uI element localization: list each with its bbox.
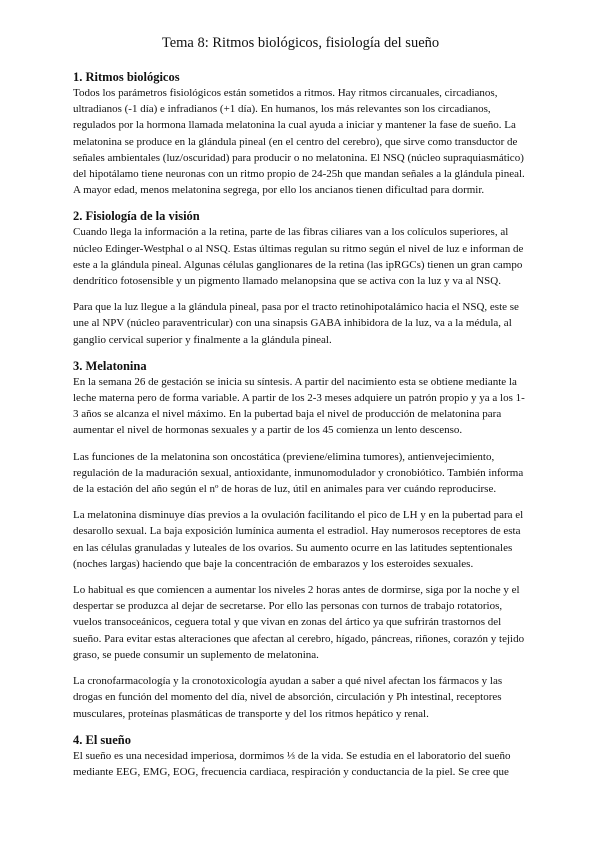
paragraph: Las funciones de la melatonina son oncostática (previene/elimina tumores), antienvejecimiento, regulación de la maduración sexual, antioxidante, inmunomodulador y cronobiótico. También informa de la estación del año según el nº de horas de luz, útil en animales para ver cuándo reproducirse. [73, 450, 524, 496]
section-heading: 4. El sueño [73, 732, 132, 747]
paragraph: En la semana 26 de gestación se inicia su síntesis. A partir del nacimiento esta se obtiene mediante la leche materna pero de forma variable. A partir de los 2-3 meses adquiere un patrón propio y ya a los 1-3 años se alcanza el nivel máximo. En la pubertad baja el nivel de producción de melatonina para aumentar el nivel de hormonas sexuales y a partir de los 45 comienza un lento descenso. [73, 375, 525, 437]
section-heading: 2. Fisiología de la visión [73, 209, 200, 224]
paragraph: La cronofarmacología y la cronotoxicología ayudan a saber a qué nivel afectan los fármacos y las drogas en función del momento del día, nivel de absorción, circulación y Ph intestinal, receptores musculares, proteínas plasmáticas de transporte y del los ritmos hepático y renal. [73, 675, 503, 720]
paragraph: Lo habitual es que comiencen a aumentar los niveles 2 horas antes de dormirse, siga por la noche y el despertar se produzca al dejar de secretarse. Por ello las personas con turnos de trabajo rotatorios, vuelos transoceánicos, ceguera total y que vivan en zonas del ártico ya que sufrirán trastornos del sueño. Para evitar estas alteraciones que afectan al cerebro, hígado, páncreas, riñones, corazón y tejido graso, se puede consumir un suplemento de melatonina. [73, 584, 525, 661]
document-title: Tema 8: Ritmos biológicos, fisiología del sueño [161, 35, 440, 51]
paragraph: Para que la luz llegue a la glándula pineal, pasa por el tracto retinohipotalámico hacia el NSQ, este se une al NPV (núcleo paraventricular) con una sinapsis GABA inhibidora de la luz, va a la médula, al ganglio cervical superior y finalmente a la glándula pineal. [73, 301, 519, 346]
paragraph: El sueño es una necesidad imperiosa, dormimos ⅓ de la vida. Se estudia en el laboratorio del sueño mediante EEG, EMG, EOG, frecuencia cardiaca, respiración y conductancia de la piel. Se cree que [73, 749, 511, 778]
paragraph: Todos los parámetros fisiológicos están sometidos a ritmos. Hay ritmos circanuales, circadianos, ultradianos (-1 día) e infradianos (+1 día). En humanos, los más relevantes son los circadianos, regulados por la hormona llamada melatonina la cual ayuda a iniciar y mantener la fase de sueño. La melatonina se produce en la glándula pineal (en el centro del cerebro), que sirve como transductor de señales ambientales (luz/oscuridad) para producir o no melatonina. El NSQ (núcleo supraquiasmático) del hipotálamo tiene neuronas con un ritmo propio de 24-25h que mandan señales a la glándula pineal. A mayor edad, menos melatonina segrega, por ello los ancianos tienen dificultad para dormir. [73, 87, 525, 197]
paragraph: Cuando llega la información a la retina, parte de las fibras ciliares van a los colículos superiores, al núcleo Edinger-Westphal o al NSQ. Estas últimas regulan su ritmo según el nivel de luz e informan de este a la glándula pineal. Algunas células ganglionares de la retina (las ipRGCs) tienen un gran campo dendrítico fotosensible y un pigmento llamado melanopsina que se activa con la luz y va al NSQ. [73, 226, 524, 288]
section-heading: 1. Ritmos biológicos [73, 70, 180, 84]
section-el-sueno [73, 732, 528, 780]
section-ritmos-biologicos [73, 69, 528, 198]
section-melatonina [73, 358, 528, 722]
paragraph: La melatonina disminuye días previos a la ovulación facilitando el pico de LH y en la pubertad para el desarollo sexual. La baja exposición lumínica aumenta el estradiol. Hay numerosos receptores de esta en las células granuladas y luteales de los ovarios. Su aumento ocurre en las latitudes septentionales (noches largas) haciendo que baje la concentración de embarazos y los esteroides sexuales. [73, 509, 524, 570]
section-fisiologia-vision [73, 208, 528, 347]
section-heading: 3. Melatonina [73, 358, 147, 373]
